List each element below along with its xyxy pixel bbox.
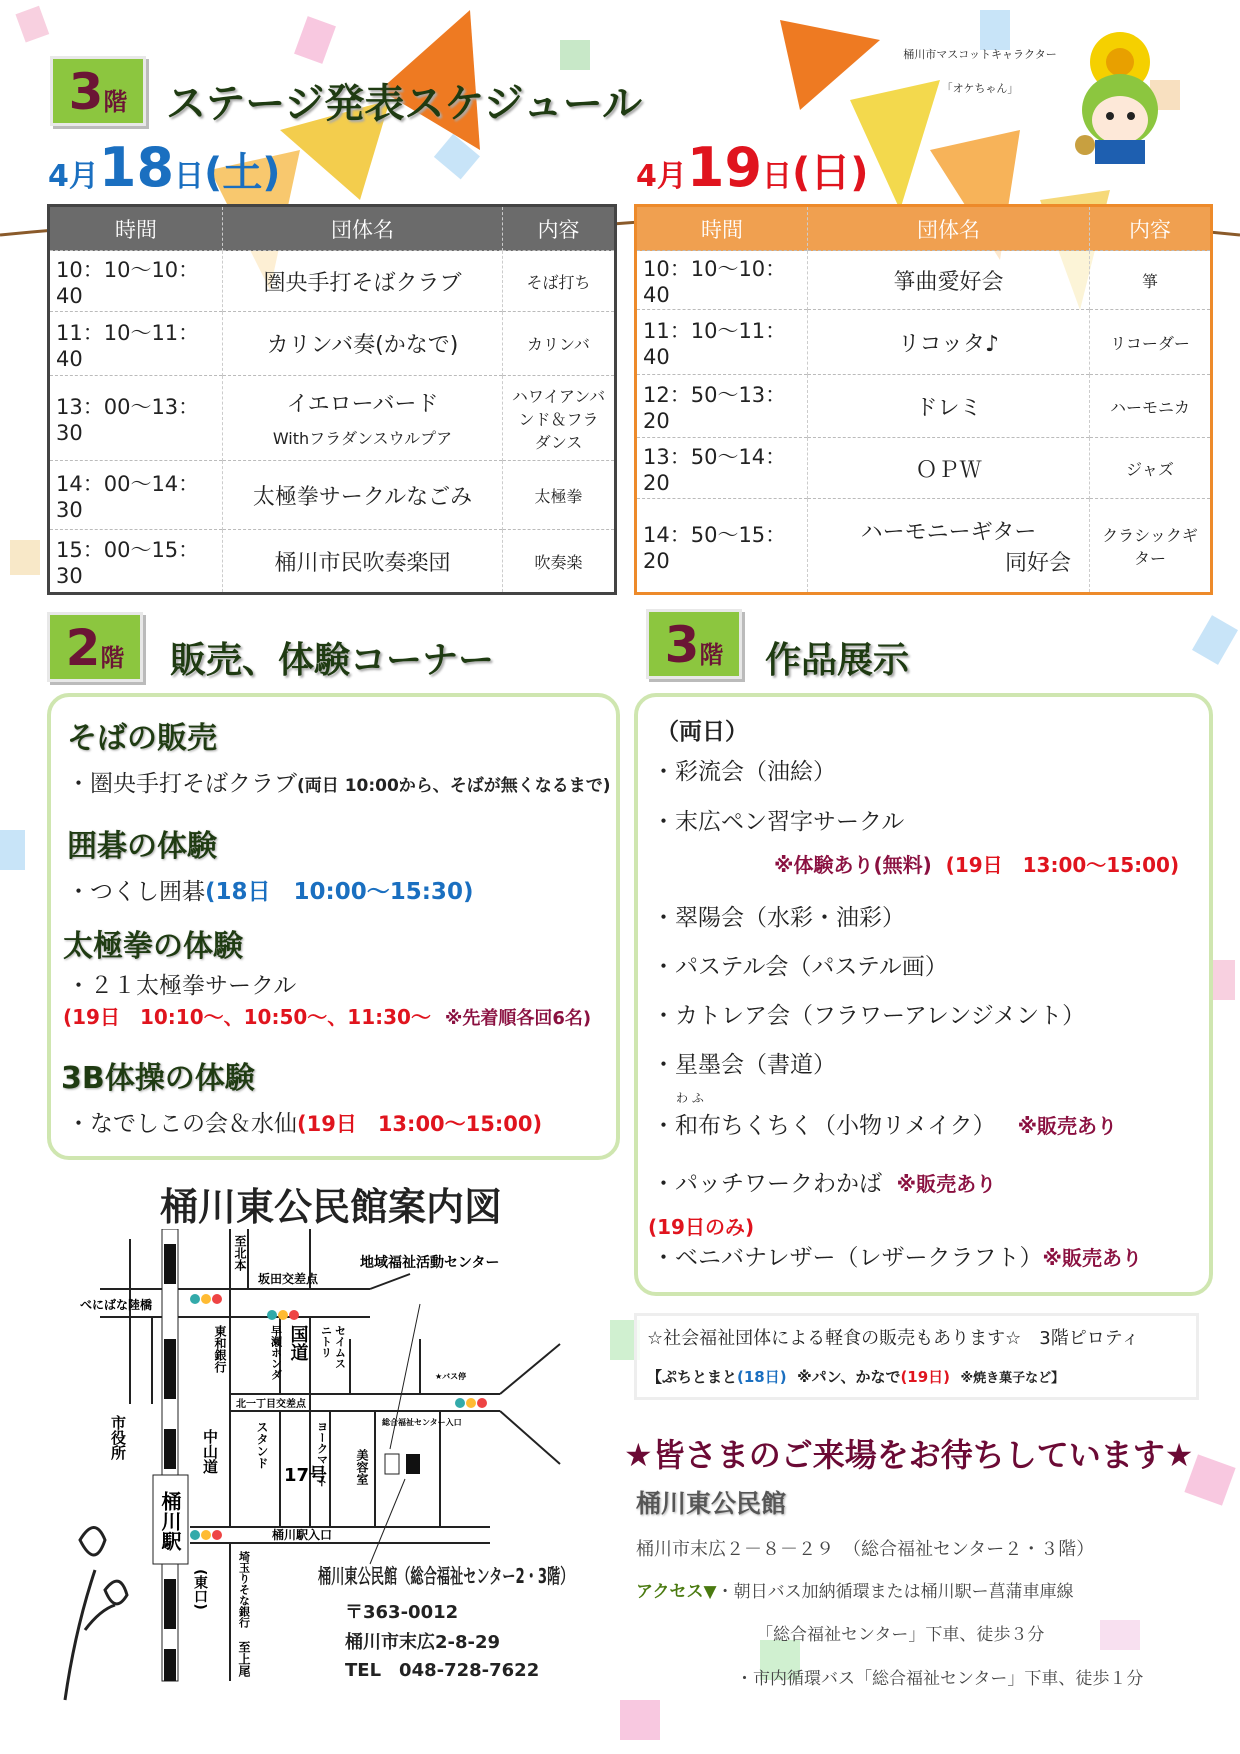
flower-illustration xyxy=(55,1510,135,1710)
taikyoku-heading: 太極拳の体験 xyxy=(63,929,243,964)
exhibit-item: ・星墨会（書道） xyxy=(652,1052,836,1078)
content-cell: カリンバ xyxy=(503,312,616,376)
map-label: 坂田交差点 xyxy=(258,1272,319,1286)
floor-kanji: 階 xyxy=(103,88,128,116)
venue-access xyxy=(636,1577,1074,1602)
map-label: 国道 xyxy=(287,1325,309,1361)
table-header xyxy=(49,206,616,251)
floor-badge-3-exhibit xyxy=(646,609,742,679)
col-time: 時間 xyxy=(49,206,223,251)
time-cell: 13：50～14：20 xyxy=(636,438,808,499)
taikyoku-item: ・２１太極拳サークル xyxy=(67,973,297,999)
map-label: 桶川駅 xyxy=(158,1491,182,1551)
b3-item: ・なでしこの会＆水仙(19日 13:00～15:00) xyxy=(67,1111,543,1137)
only-19th-note: (19日のみ) xyxy=(648,1215,755,1239)
venue-name: 桶川東公民館 xyxy=(636,1489,787,1518)
date-day1: 4月18日(土) xyxy=(48,136,281,199)
table-row xyxy=(49,312,616,376)
time-cell: 13：00～13：30 xyxy=(49,376,223,461)
map-label: スタンド xyxy=(255,1421,269,1469)
access-label: アクセス▼ xyxy=(636,1582,717,1602)
map-label: 地域福祉活動センター xyxy=(360,1255,500,1271)
content-cell: リコーダー xyxy=(1090,310,1212,375)
map-title: 桶川東公民館案内図 xyxy=(160,1185,503,1229)
access-line: ・市内循環バス「総合福祉センター」下車、徒歩１分 xyxy=(736,1669,1144,1689)
exhibit-item: ・和布ちくちく（小物リメイク） ※販売あり xyxy=(652,1113,1118,1139)
group-cell: 圏央手打そばクラブ xyxy=(223,251,503,312)
time-cell: 11：10～11：40 xyxy=(636,310,808,375)
group-sub: 同好会 xyxy=(1004,550,1071,576)
experience-note: ※体験あり(無料) (19日 13:00～15:00) xyxy=(774,853,1180,877)
map-label: ニトリ xyxy=(319,1325,333,1358)
floor-kanji: 階 xyxy=(100,644,125,672)
mascot-name: 「オケちゃん」 xyxy=(941,82,1019,95)
map-label: 東和銀行 xyxy=(213,1325,227,1373)
col-group: 団体名 xyxy=(808,206,1090,251)
map-tel: TEL 048-728-7622 xyxy=(345,1660,540,1681)
group-sub: Withフラダンスウルプア xyxy=(272,429,453,448)
floor-number: 3 xyxy=(664,616,700,674)
table-row xyxy=(636,438,1212,499)
exhibit-item: ・ベニバナレザー（レザークラフト）※販売あり xyxy=(652,1245,1142,1271)
taikyoku-note: (19日 10:10～、10:50～、11:30～ ※先着順各回6名) xyxy=(63,1005,592,1029)
light-meal-note xyxy=(634,1313,1199,1400)
table-row xyxy=(636,251,1212,310)
floor-kanji: 階 xyxy=(699,641,724,669)
time-cell: 10：10～10：40 xyxy=(49,251,223,312)
exhibit-item: ・彩流会（油絵） xyxy=(652,759,836,785)
map-label: 早瀬ホンダ xyxy=(269,1325,283,1380)
group-cell: カリンバ奏(かなで) xyxy=(223,312,503,376)
map-label: 総合福祉センター入口 xyxy=(382,1418,462,1427)
note-line-2: 【ぷちとまと(18日) ※パン、かなで(19日) ※焼き菓子など】 xyxy=(647,1368,1065,1386)
table-row xyxy=(49,376,616,461)
table-row xyxy=(49,251,616,312)
exhibit-item: ・末広ペン習字サークル xyxy=(652,809,905,835)
ruby-reading: わ ふ xyxy=(676,1091,704,1105)
time-cell: 15：00～15：30 xyxy=(49,530,223,594)
exhibit-item: ・カトレア会（フラワーアレンジメント） xyxy=(652,1003,1086,1029)
group-cell xyxy=(223,376,503,461)
map-label: 17号 xyxy=(284,1465,328,1486)
content-cell: クラシックギター xyxy=(1090,499,1212,594)
group-name: イエローバード xyxy=(286,392,439,417)
igo-heading: 囲碁の体験 xyxy=(67,829,217,864)
floor-number: 2 xyxy=(65,619,101,677)
date-day2: 4月19日(日) xyxy=(636,136,869,199)
map-venue-label: 桶川東公民館（総合福祉センター2・3階） xyxy=(318,1564,574,1588)
map-label: (東口) xyxy=(192,1569,208,1610)
group-cell: 箏曲愛好会 xyxy=(808,251,1090,310)
content-cell: ジャズ xyxy=(1090,438,1212,499)
group-cell: 太極拳サークルなごみ xyxy=(223,461,503,530)
content-cell: そば打ち xyxy=(503,251,616,312)
time-cell: 10：10～10：40 xyxy=(636,251,808,310)
exhibit-section-title: 作品展示 xyxy=(765,640,910,681)
map-label: ★バス停 xyxy=(435,1372,467,1381)
floor-badge-2 xyxy=(47,612,143,682)
note-line-1: ☆社会福祉団体による軽食の販売もあります☆ 3階ピロティ xyxy=(647,1328,1140,1349)
time-cell: 14：50～15：20 xyxy=(636,499,808,594)
map-label: 美容室 xyxy=(355,1449,369,1485)
map-label: 桶川駅入口 xyxy=(272,1528,333,1542)
exhibit-item: ・パッチワークわかば ※販売あり xyxy=(652,1171,997,1197)
col-group: 団体名 xyxy=(223,206,503,251)
map-label: 至北本 xyxy=(233,1235,247,1271)
map-label: 埼玉りそな銀行 xyxy=(237,1551,251,1628)
mascot-caption xyxy=(880,46,1080,96)
schedule-table-day2 xyxy=(634,204,1213,595)
time-cell: 11：10～11：40 xyxy=(49,312,223,376)
time-cell: 12：50～13：20 xyxy=(636,375,808,438)
map-label: ヨークマート xyxy=(315,1421,329,1487)
map-address: 桶川市末広2-8-29 xyxy=(345,1632,501,1653)
col-time: 時間 xyxy=(636,206,808,251)
group-cell: 桶川市民吹奏楽団 xyxy=(223,530,503,594)
group-name: ハーモニーギター xyxy=(860,519,1037,545)
soba-heading: そばの販売 xyxy=(67,721,217,756)
access-line: 「総合福祉センター」下車、徒歩３分 xyxy=(756,1625,1045,1645)
table-row xyxy=(49,461,616,530)
col-content: 内容 xyxy=(503,206,616,251)
floor-number: 3 xyxy=(68,63,104,121)
sales-box xyxy=(47,693,620,1160)
mascot-caption-line: 桶川市マスコットキャラクター xyxy=(903,48,1057,61)
table-header xyxy=(636,206,1212,251)
floor-badge-3 xyxy=(50,56,146,126)
group-cell: リコッタ♪ xyxy=(808,310,1090,375)
access-line: ・朝日バス加納循環または桶川駅ー菖蒲車庫線 xyxy=(716,1582,1074,1602)
map-zip: 〒363-0012 xyxy=(345,1602,459,1623)
stage-schedule-title: ステージ発表スケジュール xyxy=(166,81,642,127)
soba-item: ・圏央手打そばクラブ(両日 10:00から、そばが無くなるまで) xyxy=(67,771,611,797)
content-cell: ハーモニカ xyxy=(1090,375,1212,438)
content-cell: 吹奏楽 xyxy=(503,530,616,594)
table-row xyxy=(636,499,1212,594)
table-row xyxy=(636,310,1212,375)
group-cell: ドレミ xyxy=(808,375,1090,438)
igo-item: ・つくし囲碁(18日 10:00～15:30) xyxy=(67,879,474,905)
welcome-message: ★皆さまのご来場をお待ちしています★ xyxy=(624,1436,1194,1474)
content-cell: ハワイアンバンド＆フラダンス xyxy=(503,376,616,461)
mascot-okechan-image xyxy=(1055,30,1185,170)
group-cell xyxy=(808,499,1090,594)
map-label: 中山道 xyxy=(201,1429,219,1474)
schedule-table-day1 xyxy=(47,204,617,595)
map-label: べにばな陸橋 xyxy=(80,1298,153,1312)
arrow-line xyxy=(390,1304,420,1449)
col-content: 内容 xyxy=(1090,206,1212,251)
exhibit-item: ・パステル会（パステル画） xyxy=(652,954,948,980)
map-label: セイムス xyxy=(333,1325,347,1369)
content-cell: 箏 xyxy=(1090,251,1212,310)
venue-address: 桶川市末広２－８－２９ （総合福祉センター２・３階） xyxy=(636,1539,1095,1560)
sales-section-title: 販売、体験コーナー xyxy=(170,640,495,681)
both-days-label: （両日） xyxy=(656,719,748,745)
venue-building xyxy=(406,1454,420,1474)
table-row xyxy=(49,530,616,594)
map-label: 市役所 xyxy=(109,1415,127,1460)
map-label: 至上尾 xyxy=(237,1641,251,1677)
b3-heading: 3B体操の体験 xyxy=(61,1061,255,1096)
exhibit-item: ・翠陽会（水彩・油彩） xyxy=(652,905,905,931)
group-cell: ＯＰＷ xyxy=(808,438,1090,499)
exhibit-box xyxy=(634,693,1213,1296)
content-cell: 太極拳 xyxy=(503,461,616,530)
time-cell: 14：00～14：30 xyxy=(49,461,223,530)
map-label: 北一丁目交差点 xyxy=(236,1399,306,1410)
table-row xyxy=(636,375,1212,438)
